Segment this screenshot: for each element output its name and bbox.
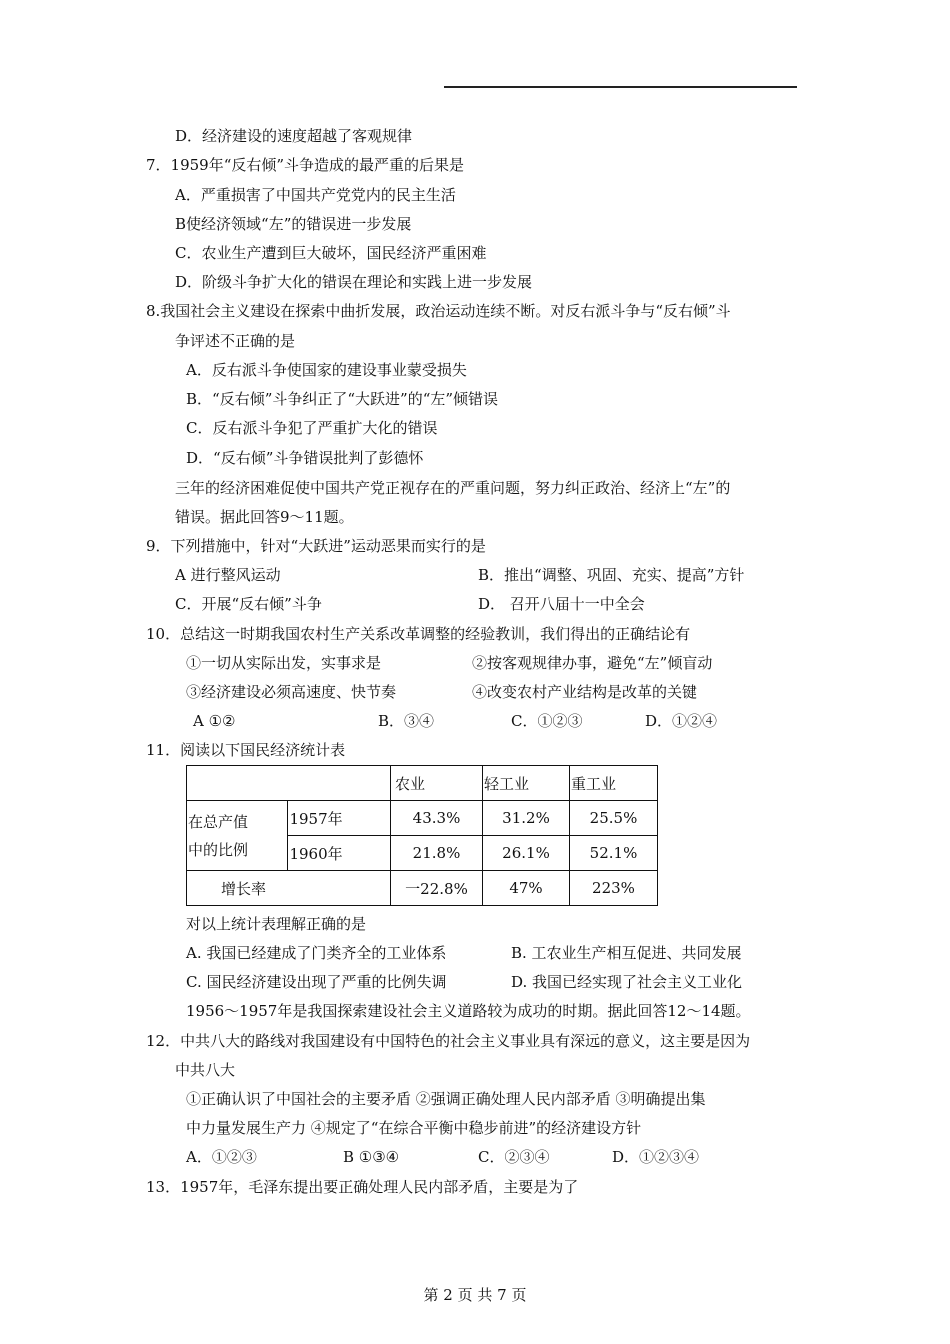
q11-option-c: C. 国民经济建设出现了严重的比例失调 (186, 973, 447, 991)
economy-statistics-table (186, 765, 658, 906)
table-growth-label: 增长率 (187, 871, 391, 906)
question-13: 13．1957年，毛泽东提出要正确处理人民内部矛盾，主要是为了 (146, 1178, 579, 1196)
header-rule (444, 86, 797, 88)
q9-option-a: A 进行整风运动 (175, 566, 281, 584)
q8-option-a: A．反右派斗争使国家的建设事业蒙受损失 (186, 361, 467, 379)
question-11: 11．阅读以下国民经济统计表 (146, 741, 346, 759)
question-10: 10．总结这一时期我国农村生产关系改革调整的经验教训，我们得出的正确结论有 (146, 625, 691, 643)
table-cell: 31.2% (483, 801, 570, 836)
q12-option-d: D．①②③④ (612, 1148, 700, 1166)
q8-option-b: B．“反右倾”斗争纠正了“大跃进”的“左”倾错误 (186, 390, 499, 408)
q9-option-d: D． 召开八届十一中全会 (478, 595, 645, 613)
q10-option-c: C．①②③ (511, 712, 583, 730)
question-12-cont: 中共八大 (175, 1061, 236, 1079)
table-cell: 21.8% (391, 836, 483, 871)
q12-option-c: C．②③④ (478, 1148, 550, 1166)
q11-option-d: D. 我国已经实现了社会主义工业化 (511, 973, 743, 991)
table-cell: 25.5% (570, 801, 658, 836)
q7-option-c: C．农业生产遭到巨大破坏，国民经济严重困难 (175, 244, 487, 262)
q11-stem: 对以上统计表理解正确的是 (186, 915, 367, 933)
q11-option-a: A. 我国已经建成了门类齐全的工业体系 (186, 944, 447, 962)
table-cell: 52.1% (570, 836, 658, 871)
q12-items: ①正确认识了中国社会的主要矛盾 ②强调正确处理人民内部矛盾 ③明确提出集 (186, 1090, 706, 1108)
question-7: 7．1959年“反右倾”斗争造成的最严重的后果是 (146, 156, 465, 174)
table-cell: 223% (570, 871, 658, 906)
q10-item-4: ④改变农村产业结构是改革的关键 (472, 683, 698, 701)
intro-12-14: 1956～1957年是我国探索建设社会主义道路较为成功的时期。据此回答12～14题。 (186, 1002, 751, 1020)
table-cell: 47% (483, 871, 570, 906)
q8-option-c: C．反右派斗争犯了严重扩大化的错误 (186, 419, 438, 437)
q10-item-1: ①一切从实际出发，实事求是 (186, 654, 382, 672)
q12-option-b: B ①③④ (343, 1148, 400, 1166)
q8-option-d: D．“反右倾”斗争错误批判了彭德怀 (186, 449, 424, 467)
q10-item-2: ②按客观规律办事，避免“左”倾盲动 (472, 654, 713, 672)
question-8-cont: 争评述不正确的是 (175, 332, 296, 350)
table-header-row (187, 766, 658, 801)
question-9: 9．下列措施中，针对“大跃进”运动恶果而实行的是 (146, 537, 486, 555)
q10-option-d: D．①②④ (645, 712, 718, 730)
question-8: 8.我国社会主义建设在探索中曲折发展，政治运动连续不断。对反右派斗争与“反右倾”斗 (146, 302, 731, 320)
table-cell: 26.1% (483, 836, 570, 871)
table-row (187, 871, 658, 906)
table-year-1960: 1960年 (288, 836, 391, 871)
table-row-group-label: 在总产值 中的比例 (187, 801, 288, 871)
q7-option-d: D．阶级斗争扩大化的错误在理论和实践上进一步发展 (175, 273, 533, 291)
table-corner-cell (187, 766, 391, 801)
question-12: 12．中共八大的路线对我国建设有中国特色的社会主义事业具有深远的意义，这主要是因为 (146, 1032, 751, 1050)
table-header-agriculture: 农业 (391, 766, 483, 801)
table-header-light-industry: 轻工业 (483, 766, 570, 801)
table-row (187, 801, 658, 836)
intro-9-11: 三年的经济困难促使中国共产党正视存在的严重问题，努力纠正政治、经济上“左”的 (175, 479, 731, 497)
q10-item-3: ③经济建设必须高速度、快节奏 (186, 683, 397, 701)
q11-option-b: B. 工农业生产相互促进、共同发展 (511, 944, 742, 962)
q9-option-b: B．推出“调整、巩固、充实、提高”方针 (478, 566, 745, 584)
table-cell: 43.3% (391, 801, 483, 836)
q12-items-cont: 中力量发展生产力 ④规定了“在综合平衡中稳步前进”的经济建设方针 (186, 1119, 642, 1137)
table-year-1957: 1957年 (288, 801, 391, 836)
page-number: 第 2 页 共 7 页 (423, 1286, 527, 1304)
q7-option-b: B使经济领域“左”的错误进一步发展 (175, 215, 412, 233)
q6-option-d: D．经济建设的速度超越了客观规律 (175, 127, 413, 145)
table-cell: 一22.8% (391, 871, 483, 906)
q12-option-a: A．①②③ (186, 1148, 257, 1166)
q9-option-c: C．开展“反右倾”斗争 (175, 595, 322, 613)
q10-option-a: A ①② (193, 712, 236, 730)
q7-option-a: A．严重损害了中国共产党党内的民主生活 (175, 186, 456, 204)
table-header-heavy-industry: 重工业 (570, 766, 658, 801)
intro-9-11-cont: 错误。据此回答9～11题。 (175, 508, 354, 526)
q10-option-b: B．③④ (378, 712, 435, 730)
